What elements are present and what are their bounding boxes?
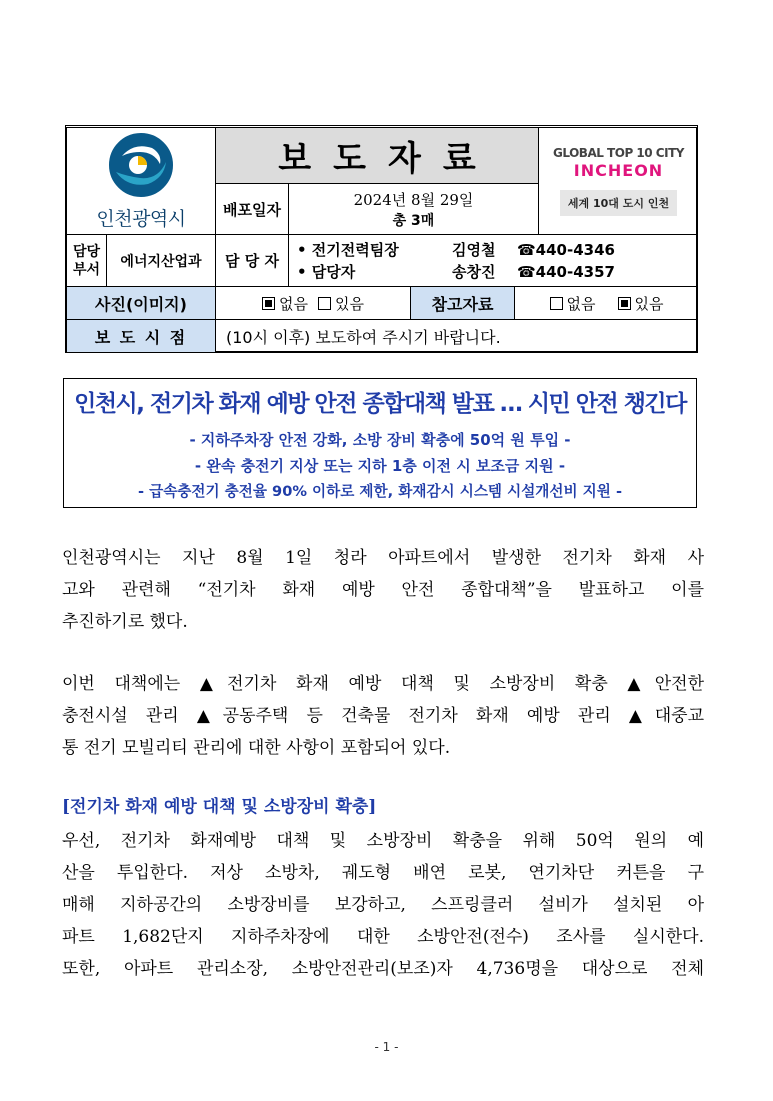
photo-label-cell [67, 286, 216, 319]
timing-value: (10시 이후) 보도하여 주시기 바랍니다. [226, 327, 501, 347]
contacts-cell [289, 234, 698, 286]
incheon-logo-icon [108, 132, 174, 198]
ref-yes-label: 있음 [634, 294, 664, 313]
page-number: - 1 - [374, 1040, 399, 1054]
contact-name: 김영철 [452, 240, 496, 259]
timing-label-cell [67, 319, 216, 352]
ref-label: 참고자료 [431, 294, 494, 314]
contact-role: • 담당자 [297, 262, 356, 281]
paragraph-line: 산을 투입한다. 저상 소방차, 궤도형 배연 로봇, 연기차단 커튼을 구 [62, 863, 704, 883]
release-value-cell [289, 184, 538, 234]
photo-none-checkbox [262, 297, 275, 310]
contact-phone: ☎440-4357 [517, 262, 615, 281]
page-count: 총 3매 [392, 212, 435, 229]
press-release-header-table [65, 125, 698, 353]
doc-title-cell [216, 128, 538, 184]
city-badge-cell [538, 128, 698, 234]
ref-label-cell [411, 286, 515, 319]
release-label-cell [216, 184, 289, 234]
paragraph-1 [62, 542, 704, 638]
timing-value-cell [216, 319, 698, 352]
timing-label: 보 도 시 점 [94, 327, 188, 347]
headline-title: 인천시, 전기차 화재 예방 안전 종합대책 발표 … 시민 안전 챙긴다 [74, 391, 686, 417]
paragraph-3 [62, 825, 704, 985]
paragraph-line: 통 전기 모빌리티 관리에 대한 사항이 포함되어 있다. [62, 738, 451, 758]
paragraph-line: 우선, 전기차 화재예방 대책 및 소방장비 확충을 위해 50억 원의 예 [62, 831, 704, 851]
paragraph-line: 매해 지하공간의 소방장비를 보강하고, 스프링클러 설비가 설치된 아 [62, 895, 704, 915]
badge-top-text: GLOBAL TOP 10 CITY [553, 146, 684, 160]
paragraph-line: 파트 1,682단지 지하주차장에 대한 소방안전(전수) 조사를 실시한다. [62, 927, 704, 947]
photo-label: 사진(이미지) [95, 294, 187, 314]
release-label: 배포일자 [223, 200, 281, 219]
person-label-cell [216, 234, 289, 286]
contact-phone: ☎440-4346 [517, 240, 615, 259]
headline-sub-3: - 급속충전기 충전율 90% 이하로 제한, 화재감시 시스템 시설개선비 지원 - [137, 483, 623, 500]
ref-options-cell [515, 286, 698, 319]
badge-city: INCHEON [573, 161, 664, 180]
ref-none-checkbox [550, 297, 563, 310]
contact-row-1 [297, 239, 615, 261]
headline-sub-1: - 지하주차장 안전 강화, 소방 장비 확충에 50억 원 투입 - [189, 431, 571, 449]
photo-options-cell [216, 286, 411, 319]
photo-yes-checkbox [318, 297, 331, 310]
dept-value: 에너지산업과 [120, 253, 202, 270]
paragraph-line: 이번 대책에는 ▲전기차 화재 예방 대책 및 소방장비 확충 ▲안전한 [62, 674, 704, 694]
paragraph-line: 충전시설 관리 ▲공동주택 등 건축물 전기차 화재 예방 관리 ▲대중교 [62, 706, 704, 726]
dept-label-cell [67, 234, 107, 286]
contact-row-2 [297, 261, 615, 283]
dept-label: 담당부서 [72, 243, 101, 278]
photo-yes-label: 있음 [335, 294, 364, 313]
logo-cell [67, 128, 216, 234]
headline-box [63, 378, 697, 508]
release-date: 2024년 8월 29일 [353, 190, 474, 209]
paragraph-line: 인천광역시는 지난 8월 1일 청라 아파트에서 발생한 전기차 화재 사 [62, 548, 704, 568]
badge-global [553, 146, 684, 160]
ref-yes-checkbox [618, 297, 631, 310]
section-title: [전기차 화재 예방 대책 및 소방장비 확충] [62, 797, 377, 817]
contact-name: 송창진 [452, 262, 496, 281]
paragraph-line: 추진하기로 했다. [62, 612, 188, 632]
paragraph-2 [62, 668, 704, 764]
logo-text: 인천광역시 [96, 207, 186, 230]
dept-value-cell [107, 234, 216, 286]
paragraph-line: 고와 관련해 “전기차 화재 예방 안전 종합대책”을 발표하고 이를 [62, 580, 704, 600]
badge-korean: 세계 10대 도시 인천 [560, 190, 677, 216]
doc-title: 보도자료 [278, 139, 498, 179]
paragraph-line: 또한, 아파트 관리소장, 소방안전관리(보조)자 4,736명을 대상으로 전체 [62, 959, 704, 979]
photo-none-label: 없음 [279, 294, 308, 313]
contact-role: • 전기전력팀장 [297, 240, 399, 259]
ref-none-label: 없음 [566, 294, 596, 313]
headline-sub-2: - 완속 충전기 지상 또는 지하 1층 이전 시 보조금 지원 - [194, 457, 566, 475]
person-label: 담 당 자 [225, 252, 279, 270]
